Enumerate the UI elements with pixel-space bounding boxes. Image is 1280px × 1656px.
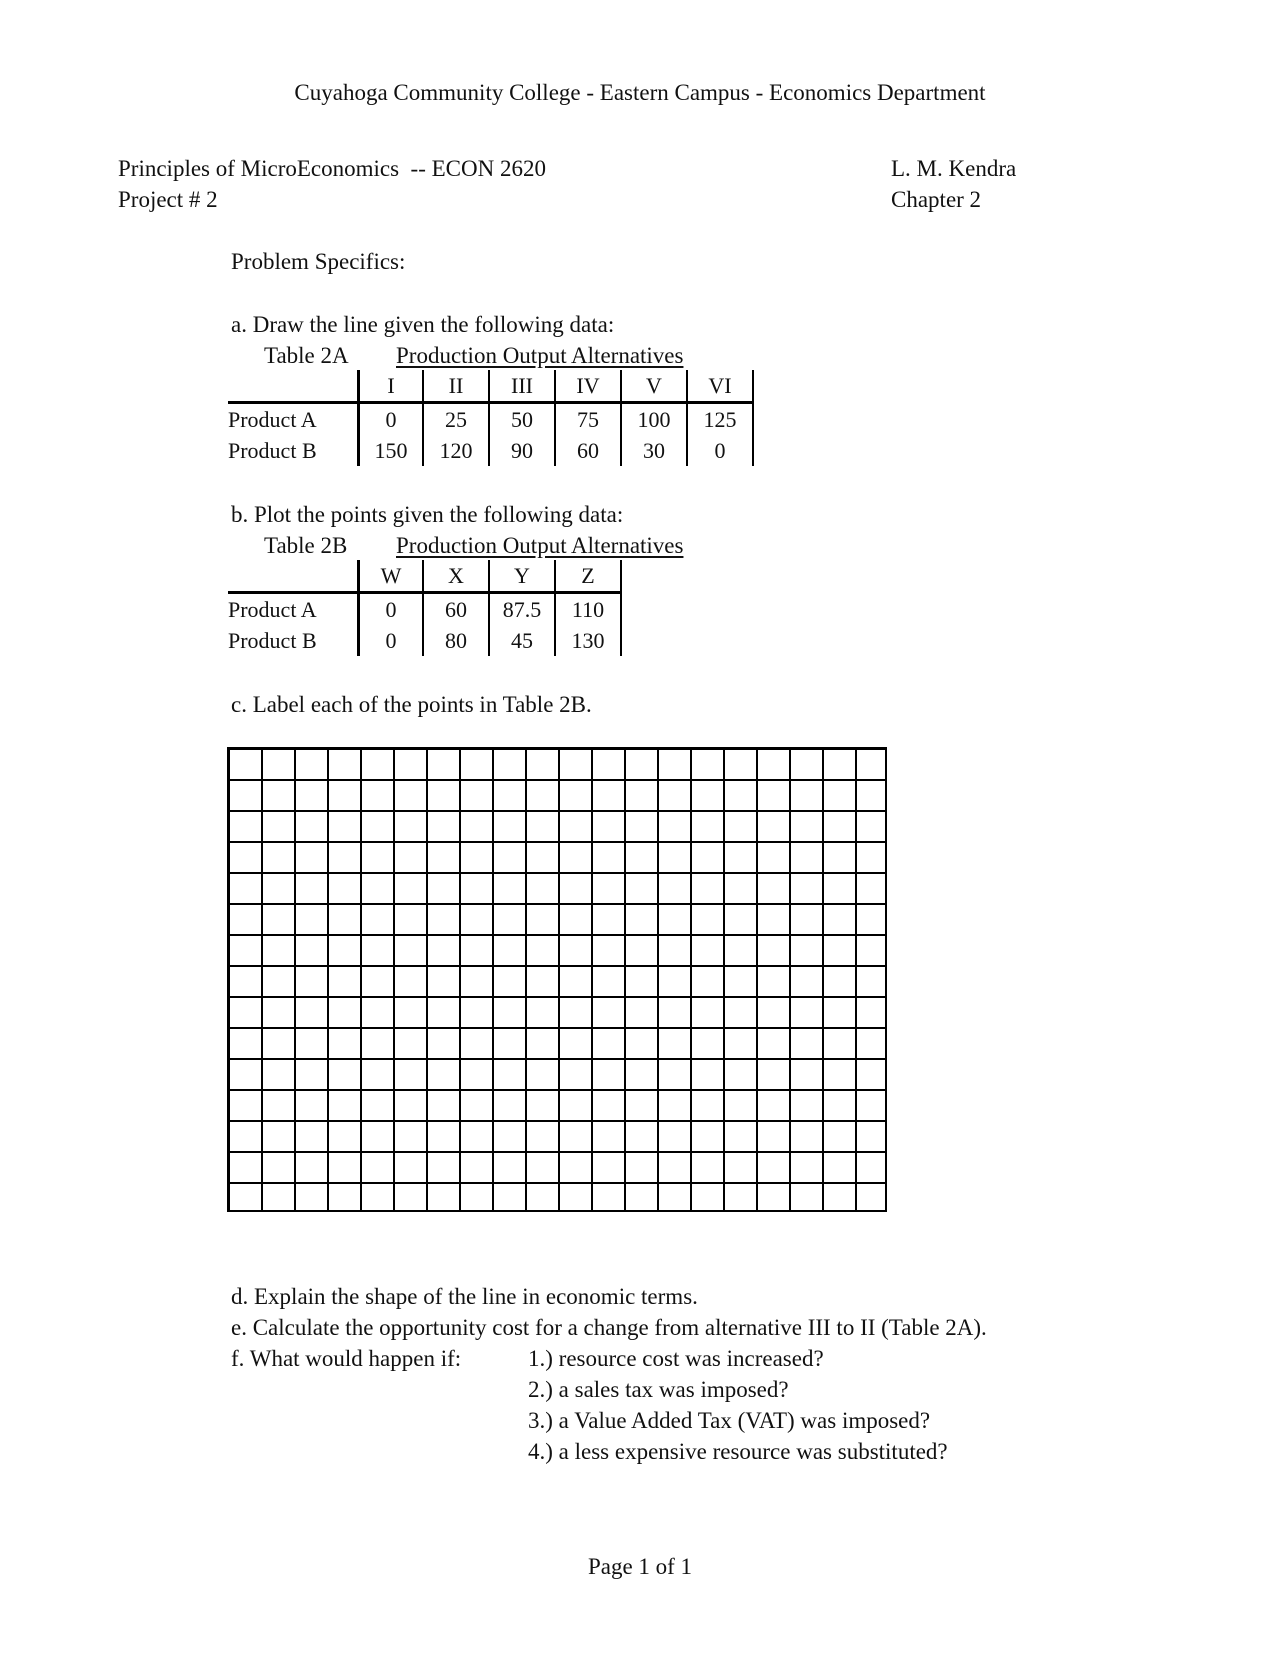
column-header: II: [423, 370, 489, 403]
column-header: I: [359, 370, 424, 403]
table-cell: 110: [555, 593, 621, 626]
column-header: Y: [489, 560, 555, 593]
part-a-prompt: a. Draw the line given the following data:: [231, 312, 615, 337]
graph-paper-grid: [227, 747, 887, 1212]
column-header: V: [621, 370, 687, 403]
table-cell: 25: [423, 403, 489, 436]
row-label: Product A: [228, 596, 317, 622]
table-cell: 80: [423, 625, 489, 656]
table-2a-label: Table 2A: [264, 343, 349, 368]
table-cell: 125: [687, 403, 753, 436]
table-cell: 130: [555, 625, 621, 656]
question-f-item: 2.) a sales tax was imposed?: [528, 1377, 789, 1402]
table-cell: 75: [555, 403, 621, 436]
table-cell: 0: [359, 403, 424, 436]
column-header: III: [489, 370, 555, 403]
part-b-prompt: b. Plot the points given the following data:: [231, 502, 624, 527]
question-e: e. Calculate the opportunity cost for a change from alternative III to II (Table 2A).: [231, 1315, 987, 1340]
question-d: d. Explain the shape of the line in economic terms.: [231, 1284, 698, 1309]
question-f-item: 1.) resource cost was increased?: [528, 1346, 824, 1371]
table-cell: 120: [423, 435, 489, 466]
table-cell: 60: [555, 435, 621, 466]
table-cell: 87.5: [489, 593, 555, 626]
column-header: IV: [555, 370, 621, 403]
table-row: [228, 435, 753, 466]
table-cell: 50: [489, 403, 555, 436]
instructor-name: L. M. Kendra: [891, 156, 1017, 181]
row-label: Product B: [228, 627, 317, 653]
table-cell: 0: [359, 593, 424, 626]
table-cell: 90: [489, 435, 555, 466]
chapter-label: Chapter 2: [891, 187, 982, 212]
table-row: [228, 593, 621, 626]
table-row: [228, 625, 621, 656]
table-header-row: [228, 560, 621, 593]
table-cell: 150: [359, 435, 424, 466]
table-cell: 0: [687, 435, 753, 466]
row-label: Product A: [228, 406, 317, 432]
column-header: Z: [555, 560, 621, 593]
project-number: Project # 2: [118, 187, 218, 212]
college-heading: Cuyahoga Community College - Eastern Campus - Economics Department: [294, 80, 986, 105]
table-row: [228, 403, 753, 436]
table-2b-caption: Production Output Alternatives: [396, 533, 684, 558]
problem-specifics-heading: Problem Specifics:: [231, 249, 406, 274]
table-cell: 100: [621, 403, 687, 436]
question-f-item: 4.) a less expensive resource was substituted?: [528, 1439, 948, 1464]
table-2b-label: Table 2B: [264, 533, 348, 558]
course-title: Principles of MicroEconomics -- ECON 2620: [118, 156, 546, 181]
column-header: X: [423, 560, 489, 593]
column-header: W: [359, 560, 424, 593]
table-2a-caption: Production Output Alternatives: [396, 343, 684, 368]
question-f-item: 3.) a Value Added Tax (VAT) was imposed?: [528, 1408, 931, 1433]
page-number: Page 1 of 1: [587, 1554, 693, 1579]
table-cell: 45: [489, 625, 555, 656]
row-label: Product B: [228, 437, 317, 463]
table-2b: [228, 560, 622, 656]
column-header: VI: [687, 370, 753, 403]
table-cell: 0: [359, 625, 424, 656]
part-c-prompt: c. Label each of the points in Table 2B.: [231, 692, 592, 717]
table-cell: 60: [423, 593, 489, 626]
table-cell: 30: [621, 435, 687, 466]
table-2a: [228, 370, 754, 466]
table-header-row: [228, 370, 753, 403]
question-f: f. What would happen if:: [231, 1346, 462, 1371]
